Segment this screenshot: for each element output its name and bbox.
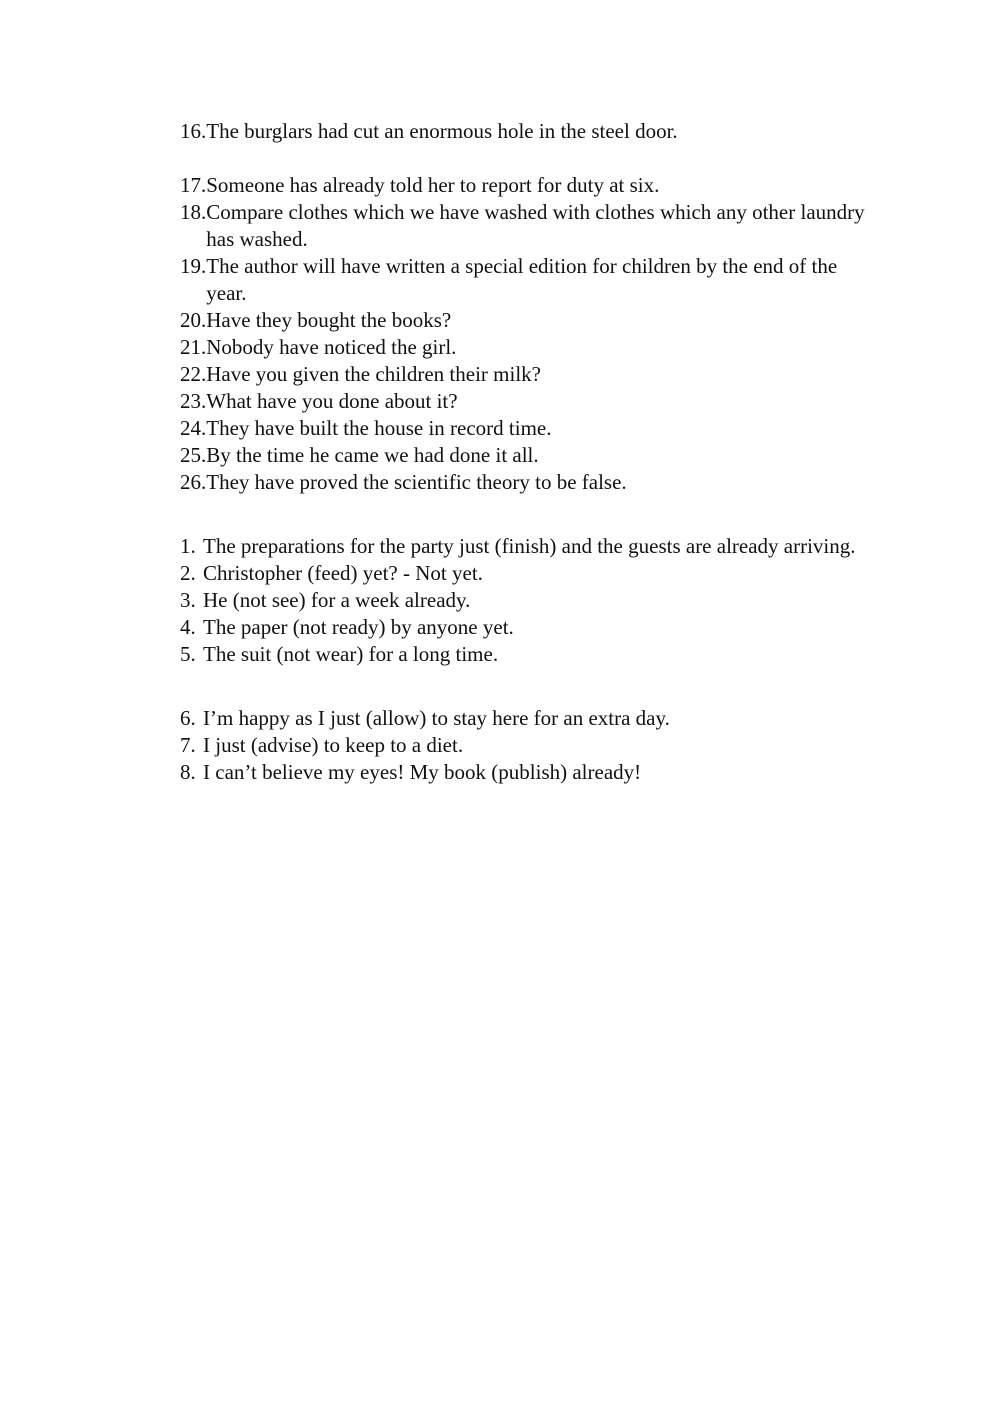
list-item [180,614,880,641]
list-item [180,307,880,334]
list-item [180,199,880,253]
item-text: Someone has already told her to report for duty at six. [206,173,660,197]
list-item [180,469,880,496]
item-text: I just (advise) to keep to a diet. [203,733,464,757]
list-item [180,641,880,668]
spacer [180,145,880,172]
item-number: 6. [180,706,196,730]
verb-forms-exercise-list [180,533,880,786]
item-number: 8. [180,760,196,784]
item-number: 26. [180,470,207,494]
worksheet-body [180,118,880,786]
item-number: 1. [180,534,196,558]
list-item [180,587,880,614]
list-item [180,361,880,388]
list-item [180,759,880,786]
item-text: I can’t believe my eyes! My book (publish) already! [203,760,642,784]
passive-exercise-list [180,118,880,496]
item-text: By the time he came we had done it all. [206,443,539,467]
list-item [180,415,880,442]
list-item [180,118,880,145]
item-number: 5. [180,642,196,666]
list-item [180,533,880,560]
list-item [180,172,880,199]
item-text: They have built the house in record time. [206,416,552,440]
item-number: 22. [180,362,207,386]
item-number: 3. [180,588,196,612]
item-text: The preparations for the party just (finish) and the guests are already arriving. [203,534,856,558]
item-text: The paper (not ready) by anyone yet. [203,615,514,639]
item-text: The burglars had cut an enormous hole in the steel door. [206,119,678,143]
item-number: 17. [180,173,207,197]
item-number: 18. [180,200,207,224]
item-text: Have you given the children their milk? [206,362,541,386]
item-number: 21. [180,335,207,359]
item-text: The author will have written a special edition for children by the end of the year. [206,254,838,305]
item-number: 20. [180,308,207,332]
item-number: 16. [180,119,207,143]
section-spacer [180,496,880,533]
list-item [180,334,880,361]
item-text: I’m happy as I just (allow) to stay here for an extra day. [203,706,670,730]
item-text: He (not see) for a week already. [203,588,471,612]
item-number: 4. [180,615,196,639]
item-text: Have they bought the books? [206,308,452,332]
list-item [180,253,880,307]
item-text: Nobody have noticed the girl. [206,335,457,359]
list-item [180,388,880,415]
item-number: 25. [180,443,207,467]
list-item [180,560,880,587]
item-text: The suit (not wear) for a long time. [203,642,499,666]
item-number: 23. [180,389,207,413]
item-number: 2. [180,561,196,585]
list-item [180,705,880,732]
item-number: 24. [180,416,207,440]
item-text: Christopher (feed) yet? - Not yet. [203,561,483,585]
item-text: Compare clothes which we have washed with clothes which any other laundry has washed. [206,200,865,251]
item-number: 19. [180,254,207,278]
item-text: They have proved the scientific theory to be false. [206,470,627,494]
spacer [180,668,880,705]
item-number: 7. [180,733,196,757]
list-item [180,732,880,759]
item-text: What have you done about it? [206,389,458,413]
list-item [180,442,880,469]
